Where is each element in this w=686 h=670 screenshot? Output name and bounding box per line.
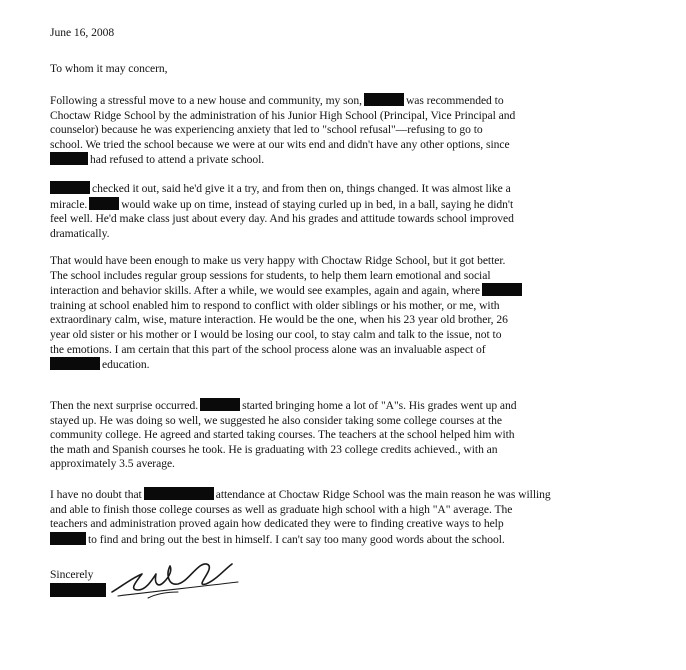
p4-line-5: approximately 3.5 average. — [50, 457, 175, 471]
salutation: To whom it may concern, — [50, 62, 168, 75]
paragraph-3 — [50, 254, 640, 373]
paragraph-4 — [50, 398, 640, 472]
paragraph-2 — [50, 181, 640, 241]
p3-line-4: training at school enabled him to respond to conflict with older siblings or his mother, or me, with — [50, 298, 500, 312]
p1-line-2: Choctaw Ridge School by the administration of his Junior High School (Principal, Vice Principal and — [50, 108, 516, 122]
p1-line-1: Following a stressful move to a new house and community, my son, was recommended to — [50, 94, 504, 107]
p5-line-4: to find and bring out the best in himself. I can't say too many good words about the school. — [50, 532, 640, 548]
p4-line-3: community college. He agreed and started taking courses. The teachers at the school helped him with — [50, 428, 515, 442]
p3-line-2: The school includes regular group sessions for students, to help them learn emotional and social — [50, 268, 491, 282]
p1-line-5: had refused to attend a private school. — [50, 152, 640, 168]
p4-line-4: the math and Spanish courses he took. He is graduating with 23 college credits achieved., with an — [50, 442, 498, 456]
redaction-bar — [50, 532, 86, 545]
p2-line-3: feel well. He'd make class just about every day. And his grades and attitude towards school improved — [50, 212, 514, 226]
redaction-bar — [50, 181, 90, 194]
p3-line-1: That would have been enough to make us very happy with Choctaw Ridge School, but it got better. — [50, 254, 506, 267]
p3-line-8: education. — [50, 357, 640, 373]
p2-line-4: dramatically. — [50, 226, 110, 240]
p3-line-6: year old sister or his mother or I would be losing our cool, to stay calm and talk to the issue, not to — [50, 327, 502, 341]
p2-line-2: miracle. would wake up on time, instead of staying curled up in bed, in a ball, saying he didn't — [50, 197, 514, 211]
paragraph-1 — [50, 93, 640, 168]
p3-line-3: interaction and behavior skills. After a while, we would see examples, again and again, where — [50, 283, 640, 299]
redaction-bar — [89, 197, 119, 210]
closing: Sincerely — [50, 568, 94, 581]
redaction-bar — [50, 357, 100, 370]
p1-line-4: school. We tried the school because we were at our wits end and didn't have any other options, since — [50, 137, 510, 151]
letter-date: June 16, 2008 — [50, 26, 115, 39]
redaction-bar — [200, 398, 240, 411]
p3-line-5: extraordinary calm, wise, mature interaction. He would be the one, when his 23 year old brother, 26 — [50, 313, 508, 327]
redaction-bar — [364, 93, 404, 106]
redaction-bar — [50, 152, 88, 165]
p5-line-2: and able to finish those college courses as well as graduate high school with a high "A" average. The — [50, 502, 513, 516]
handwritten-signature — [108, 556, 248, 606]
paragraph-5 — [50, 487, 640, 547]
p4-line-2: stayed up. He was doing so well, we suggested he also consider taking some college courses at the — [50, 413, 503, 427]
signer-name-redaction — [50, 583, 106, 597]
p3-line-7: the emotions. I am certain that this part of the school process alone was an invaluable aspect of — [50, 342, 486, 356]
p5-line-1: I have no doubt that attendance at Choctaw Ridge School was the main reason he was willing — [50, 488, 551, 501]
p4-line-1: Then the next surprise occurred. started bringing home a lot of "A"s. His grades went up and — [50, 399, 517, 412]
redaction-bar — [482, 283, 522, 296]
p1-line-3: counselor) because he was experiencing anxiety that led to "school refusal"—refusing to go to — [50, 123, 483, 137]
redaction-bar — [144, 487, 214, 500]
p2-line-1: checked it out, said he'd give it a try, and from then on, things changed. It was almost like a — [50, 181, 640, 197]
p5-line-3: teachers and administration proved again how dedicated they were to finding creative ways to help — [50, 517, 504, 531]
